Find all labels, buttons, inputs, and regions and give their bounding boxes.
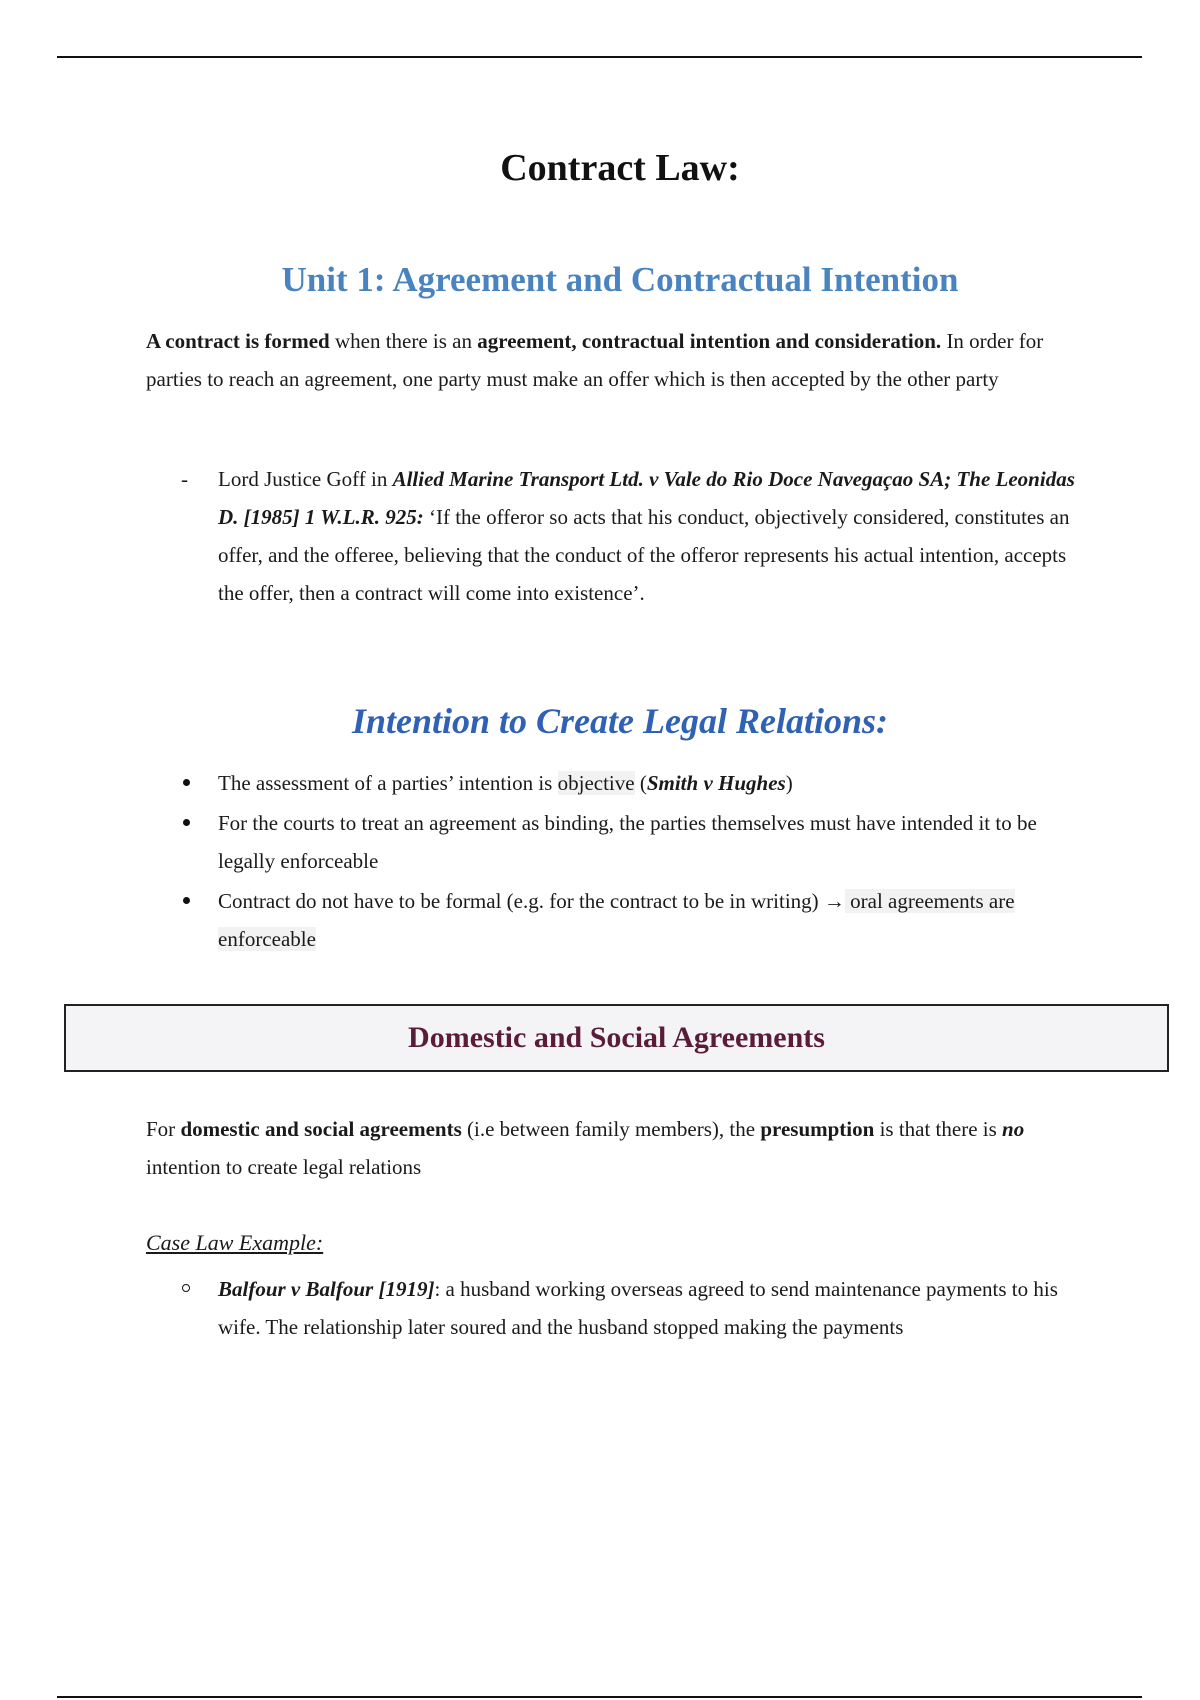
bullet-icon <box>183 779 190 786</box>
bullet-text: Contract do not have to be formal (e.g. for the contract to be in writing) <box>218 889 824 913</box>
case-balfour-name: Balfour v Balfour <box>218 1277 374 1301</box>
intention-heading: Intention to Create Legal Relations: <box>351 701 889 741</box>
quote-text-2: ‘If the offeror so acts that his conduct, objectively considered, constitutes an offer, and the offeree, believing that the conduct of the offeror represents his actual intention, accepts the offer, then a contract will come into existence’. <box>218 505 1070 605</box>
intro-bold-3: consideration. <box>814 329 942 353</box>
domestic-section-banner <box>64 1004 1169 1072</box>
case-law-label: Case Law Example: <box>146 1230 324 1255</box>
case-balfour-year: [1919] <box>373 1277 435 1301</box>
domestic-text: intention to create legal relations <box>146 1155 422 1179</box>
bullet-text: For the courts to treat an agreement as binding, the parties themselves must have intended it to be legally enforceable <box>218 811 1037 873</box>
intro-paragraph <box>146 322 1096 398</box>
domestic-text: For <box>146 1117 181 1141</box>
circle-bullet-icon <box>182 1284 190 1292</box>
page-title: Contract Law: <box>500 147 740 189</box>
dash-marker: - <box>181 467 188 491</box>
quote-list <box>146 460 1096 612</box>
quote-text-1: Lord Justice Goff in <box>218 467 393 491</box>
bullet-text: ( <box>634 771 647 795</box>
domestic-bold-italic: no <box>1002 1117 1025 1141</box>
list-item <box>146 460 1096 612</box>
case-list <box>146 1270 1096 1346</box>
bottom-rule <box>57 1696 1142 1698</box>
bullet-icon <box>183 897 190 904</box>
intro-text-2: In order for parties to reach an agreement, one party must make an offer which is then accepted by the other party <box>146 329 1044 391</box>
domestic-bold: presumption <box>760 1117 875 1141</box>
highlight-objective: objective <box>557 771 635 795</box>
list-item <box>146 764 1096 802</box>
domestic-text: (i.e between family members), the <box>461 1117 761 1141</box>
top-rule <box>57 56 1142 58</box>
domestic-heading: Domestic and Social Agreements <box>408 1021 825 1054</box>
list-item <box>146 1270 1096 1346</box>
domestic-paragraph <box>146 1110 1096 1186</box>
highlight-oral-agreements: oral agreements are enforceable <box>218 889 1015 951</box>
intro-bold-1: A contract is formed <box>146 329 330 353</box>
intention-bullets <box>146 764 1096 960</box>
arrow-icon: → <box>823 889 845 913</box>
unit-heading: Unit 1: Agreement and Contractual Intention <box>281 260 959 299</box>
bullet-text: The assessment of a parties’ intention is <box>218 771 558 795</box>
list-item <box>146 882 1096 958</box>
intro-text-1: when there is an <box>329 329 478 353</box>
bullet-text: ) <box>785 771 793 795</box>
list-item <box>146 804 1096 880</box>
quote-case-citation: Allied Marine Transport Ltd. v Vale do Rio Doce Navegaçao SA; The Leonidas D. [1985] 1 W.L.R. 925: <box>218 467 1075 529</box>
case-balfour-text: : a husband working overseas agreed to send maintenance payments to his wife. The relationship later soured and the husband stopped making the payments <box>218 1277 1058 1339</box>
case-smith-v-hughes: Smith v Hughes <box>646 771 786 795</box>
intro-bold-2: agreement, contractual intention and <box>477 329 810 353</box>
bullet-icon <box>183 819 190 826</box>
domestic-text: is that there is <box>874 1117 1003 1141</box>
domestic-bold: domestic and social agreements <box>180 1117 462 1141</box>
